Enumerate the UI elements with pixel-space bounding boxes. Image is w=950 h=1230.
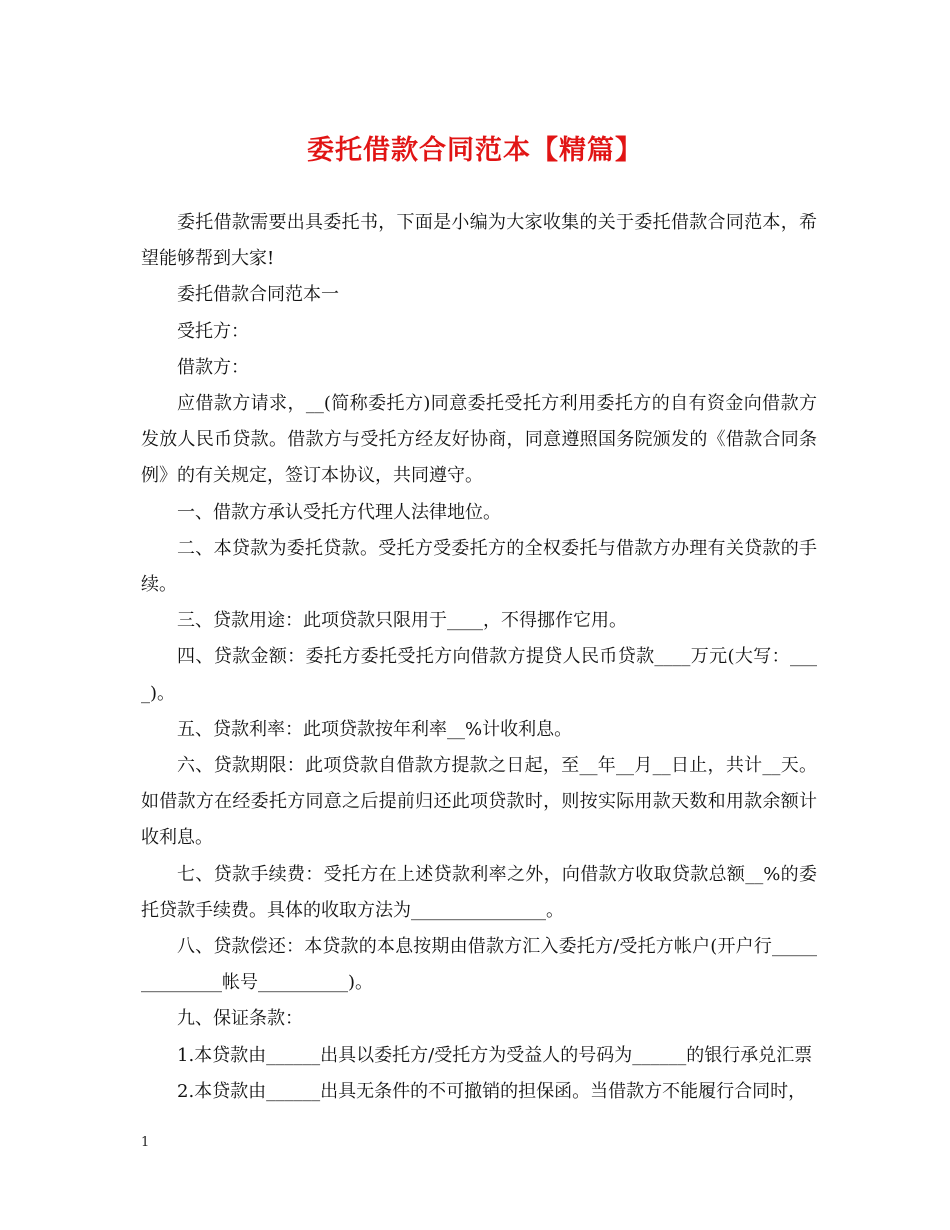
paragraph: 二、本贷款为委托贷款。受托方受委托方的全权委托与借款方办理有关贷款的手续。	[141, 537, 817, 596]
paragraph: 一、借款方承认受托方代理人法律地位。	[177, 501, 501, 523]
paragraph: 应借款方请求，__(简称委托方)同意委托受托方利用委托方的自有资金向借款方发放人民币贷款。借款方与受托方经友好协商，同意遵照国务院颁发的《借款合同条例》的有关规定，签订本协议，共同遵守。	[141, 393, 817, 487]
document-title: 委托借款合同范本【精篇】	[307, 135, 643, 166]
paragraph: 六、贷款期限：此项贷款自借款方提款之日起，至__年__月__日止，共计__天。如借款方在经委托方同意之后提前归还此项贷款时，则按实际用款天数和用款余额计收利息。	[141, 755, 817, 849]
paragraph: 九、保证条款：	[177, 1008, 303, 1030]
paragraph: 八、贷款偿还：本贷款的本息按期由借款方汇入委托方/受托方帐户(开户行______________帐号__________)。	[141, 936, 817, 994]
paragraph: 1.本贷款由______出具以委托方/受托方为受益人的号码为______的银行承兑汇票	[177, 1044, 813, 1066]
paragraph: 委托借款合同范本一	[177, 284, 339, 306]
paragraph: 2.本贷款由______出具无条件的不可撤销的担保函。当借款方不能履行合同时，	[177, 1080, 807, 1102]
paragraph: 委托借款需要出具委托书，下面是小编为大家收集的关于委托借款合同范本，希望能够帮到大家!	[141, 212, 817, 270]
paragraph: 七、贷款手续费：受托方在上述贷款利率之外，向借款方收取贷款总额__%的委托贷款手续费。具体的收取方法为_______________。	[141, 863, 817, 921]
paragraph: 五、贷款利率：此项贷款按年利率__%计收利息。	[177, 718, 573, 740]
paragraph: 三、贷款用途：此项贷款只限用于____，不得挪作它用。	[177, 610, 627, 632]
paragraph: 借款方：	[177, 356, 249, 378]
paragraph: 四、贷款金额：委托方委托受托方向借款方提贷人民币贷款____万元(大写：____)。	[141, 646, 817, 704]
document-body	[141, 205, 817, 1110]
paragraph: 受托方：	[177, 320, 249, 342]
page-number: 1	[141, 1135, 150, 1150]
